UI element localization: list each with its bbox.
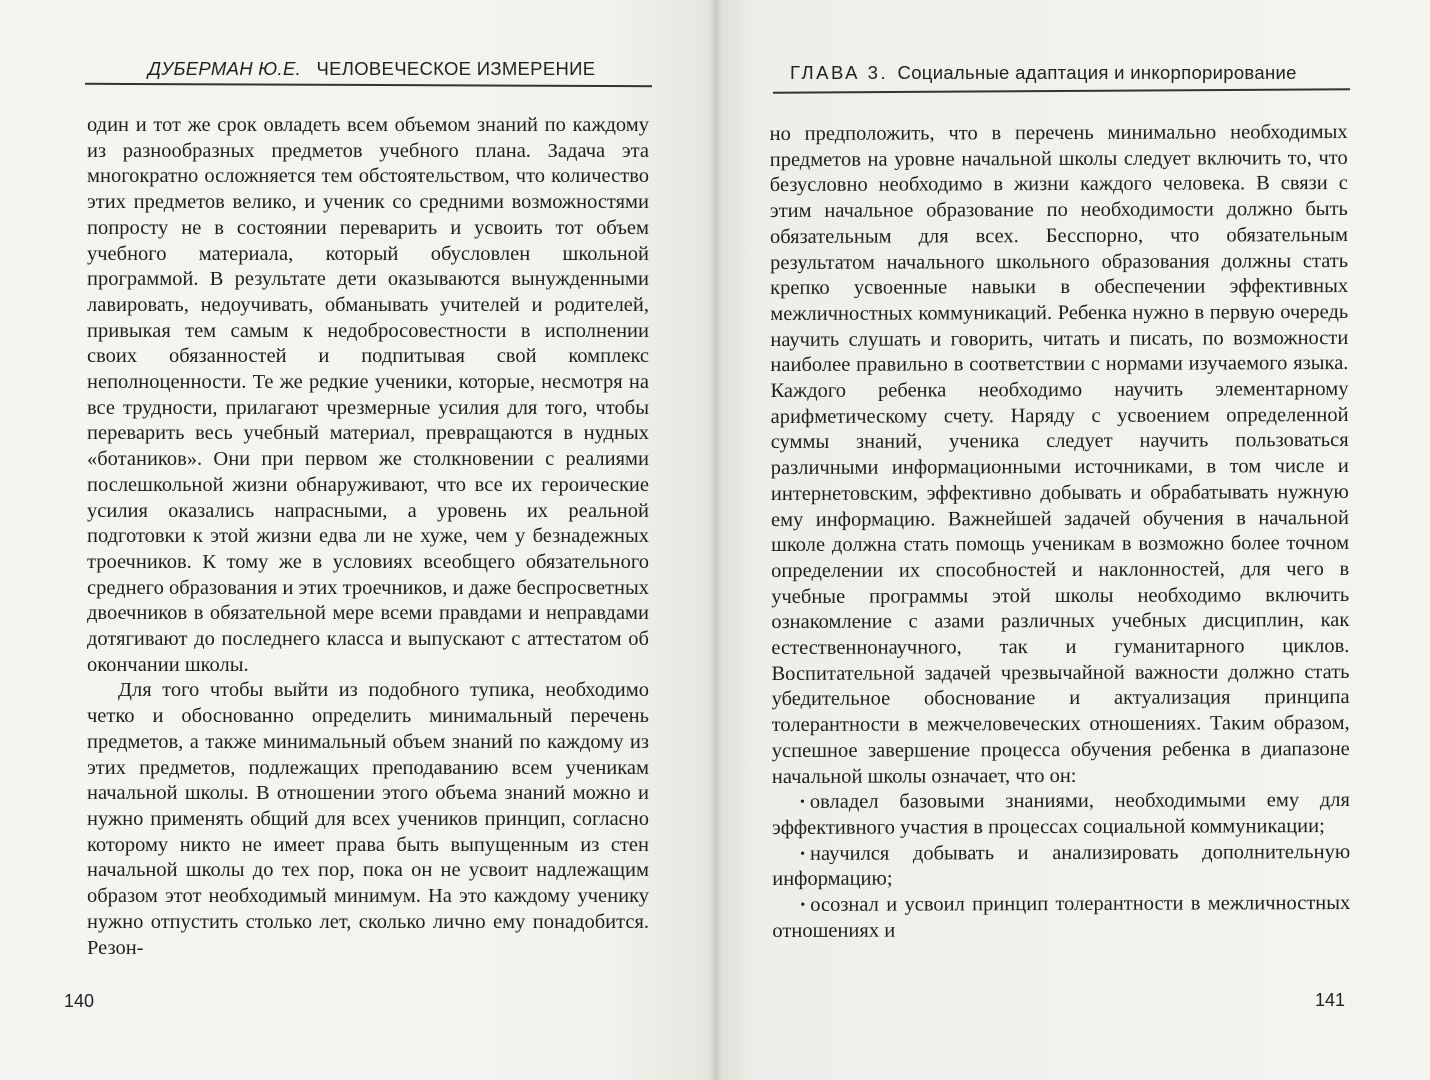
page-number: 140	[64, 991, 95, 1011]
right-page	[715, 0, 1430, 1080]
paragraph: один и тот же срок овладеть всем объемом знаний по каждому из разнообразных предметов учебного плана. Задача эта многократно осложняется тем обстоятельством, что количество этих предметов велико, и ученик со средними возможностями попросту не в состоянии переварить и усвоить тот объем учебного материала, который обусловлен школьной программой. В результате дети оказываются вынужденными лавировать, недоучивать, обманывать учителей и родителей, привыкая тем самым к недобросовестности в исполнении своих обязанностей и подпитывая свой комплекс неполноценности. Те же редкие ученики, которые, несмотря на все трудности, прилагают чрезмерные усилия для того, чтобы переварить весь учебный материал, превращаются в нудных «ботаников». Они при первом же столкновении с реалиями послешкольной жизни обнаруживают, что все их героические усилия оказались напрасными, а уровень их реальной подготовки к этой жизни едва ли не хуже, чем у безнадежных троечников. К тому же в условиях всеобщего обязательного среднего образования и этих троечников, и даже беспросветных двоечников в обязательной мере всеми правдами и неправдами дотягивают до последнего класса и выпускают с аттестатом об окончании школы.	[87, 114, 649, 676]
left-body-text	[87, 113, 649, 961]
bullet-item	[772, 840, 1350, 893]
header-rule	[85, 83, 652, 87]
left-running-head	[148, 58, 595, 80]
right-running-head	[790, 62, 1297, 84]
bullet-item	[772, 891, 1350, 944]
right-body-text	[770, 120, 1351, 945]
bullet-text: научился добывать и анализировать дополнительную информацию;	[772, 840, 1351, 891]
paragraph: Для того чтобы выйти из подобного тупика, необходимо четко и обоснованно определить минимальный перечень предметов, а также минимальный объем знаний по каждому из этих предметов, подлежащих преподаванию всем ученикам начальной школы. В отношении этого объема знаний можно и нужно применять общий для всех учеников принцип, согласно которому никто не имеет права быть выпущенным из стен начальной школы до тех пор, пока он не усвоит надлежащим образом этот необходимый минимум. На это каждому ученику нужно отпустить столько лет, сколько лично ему понадобится. Резон-	[87, 679, 649, 959]
bullet-item	[772, 788, 1350, 841]
bullet-icon: •	[800, 897, 806, 914]
running-head-author: ДУБЕРМАН Ю.Е.	[148, 58, 302, 79]
page-number: 141	[1315, 990, 1346, 1010]
running-head-chapter-title: Социальные адаптация и инкорпорирование	[897, 62, 1297, 83]
paragraph: но предположить, что в перечень минимально необходимых предметов на уровне начальной школы следует включить то, что безусловно необходимо в жизни каждого человека. В связи с этим начальное образование по необходимости должно быть обязательным для всех. Бесспорно, что обязательным результатом начального школьного образования должны стать крепко усвоенные навыки в обеспечении эффективных межличностных коммуникаций. Ребенка нужно в первую очередь научить слушать и говорить, читать и писать, по возможности наиболее правильно в соответствии с нормами изучаемого языка. Каждого ребенка необходимо научить элементарному арифметическому счету. Наряду с усвоением определенной суммы знаний, ученика следует научить пользоваться различными информационными источниками, в том числе и интернетовским, эффективно добывать и обрабатывать нужную ему информацию. Важнейшей задачей обучения в начальной школе должна стать помощь ученикам в возможно более точном определении их способностей и наклонностей, для чего в учебные программы этой школы необходимо включить ознакомление с азами различных учебных дисциплин, как естественнонаучного, так и гуманитарного циклов. Воспитательной задачей чрезвычайной важности должно стать убедительное обоснование и актуализация принципа толерантности в межчеловеческих отношениях. Таким образом, успешное завершение процесса обучения ребенка в диапазоне начальной школы означает, что он:	[769, 120, 1350, 788]
header-rule	[773, 88, 1350, 93]
bullet-list	[772, 788, 1351, 944]
running-head-book-title: ЧЕЛОВЕЧЕСКОЕ ИЗМЕРЕНИЕ	[316, 58, 596, 79]
bullet-icon: •	[800, 846, 806, 862]
running-head-chapter-label: ГЛАВА 3.	[790, 62, 889, 83]
bullet-text: осознал и усвоил принцип толерантности в межличностных отношениях и	[772, 892, 1351, 942]
bullet-icon: •	[799, 795, 805, 811]
book-gutter	[708, 0, 722, 1080]
bullet-text: овладел базовыми знаниями, необходимыми ему для эффективного участия в процессах социальной коммуникации;	[771, 789, 1350, 839]
